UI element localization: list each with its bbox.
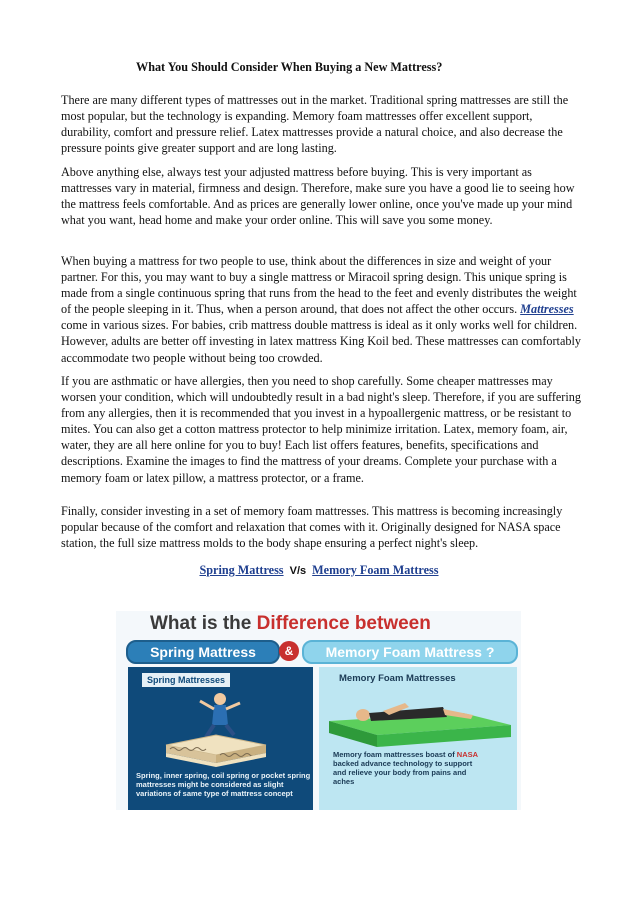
infographic-heading-part1: What is the	[150, 613, 257, 634]
paragraph-testing: Above anything else, always test your adjusted mattress before buying. This is very important as mattresses vary in material, firmness and design. Therefore, make sure you have a good lie to seeing how the mattress feels comfortable. And as prices are generally lower online, once you've made up your mind what you want, head home and make your order online. This will save you some money.	[61, 165, 575, 228]
spring-mattress-link[interactable]: Spring Mattress	[199, 563, 284, 577]
memory-foam-description-post: backed advance technology to support and relieve your body from pains and aches	[333, 759, 473, 786]
document-title: What You Should Consider When Buying a New Mattress?	[136, 60, 443, 74]
spring-mattress-panel	[128, 667, 313, 810]
spring-mattress-pill-label: Spring Mattress	[150, 644, 256, 660]
memory-foam-pill	[302, 640, 518, 664]
paragraph-two-people-after: come in various sizes. For babies, crib mattress double mattress is ideal as it only works well for children. However, adults are better off investing in latex mattress King Koil bed. These mattresses can comfortably accommodate two people without being too crowded.	[61, 318, 581, 365]
spring-mattress-pill	[126, 640, 280, 664]
nasa-highlight: NASA	[456, 750, 479, 759]
memory-foam-pill-label: Memory Foam Mattress ?	[325, 644, 495, 660]
memory-foam-description-pre: Memory foam mattresses boast of	[333, 750, 457, 759]
spring-mattress-description: Spring, inner spring, coil spring or pocket spring mattresses might be considered as slight variations of same type of mattress concept	[136, 771, 311, 798]
ampersand-badge: &	[279, 641, 299, 661]
paragraph-memory-foam: Finally, consider investing in a set of memory foam mattresses. This mattress is becoming increasingly popular because of the comfort and relaxation that comes with it. Originally designed for NASA space station, the full size mattress molds to the body shape ensuring a perfect night's sleep.	[61, 504, 563, 551]
infographic-heading-part2: Difference between	[256, 613, 431, 634]
memory-foam-mattress-link[interactable]: Memory Foam Mattress	[312, 563, 439, 577]
memory-foam-panel	[319, 667, 517, 810]
mattress-comparison-infographic	[116, 611, 521, 810]
memory-foam-description	[333, 750, 483, 786]
paragraph-two-people-before: When buying a mattress for two people to use, think about the differences in size and weight of your partner. For this, you may want to buy a single mattress or Miracoil spring design. This unique spring is made from a single continuous spring that runs from the head to the feet and evenly distributes the weight of the people sleeping in it. Thus, when a person around, that does not affect the other occurs.	[61, 254, 577, 317]
image-caption	[0, 563, 638, 578]
memory-foam-mattresses-label: Memory Foam Mattresses	[339, 673, 456, 684]
mattresses-link[interactable]: Mattresses	[520, 302, 574, 317]
versus-label: V/s	[289, 565, 307, 577]
spring-mattress-illustration	[156, 689, 276, 771]
paragraph-intro: There are many different types of mattresses out in the market. Traditional spring mattresses are still the most popular, but the technology is expanding. Memory foam mattresses offer excellent support, durability, comfort and pressure relief. Latex mattresses provide a natural choice, and also decrease the pressure points give greater support and are long lasting.	[61, 93, 569, 156]
paragraph-allergies: If you are asthmatic or have allergies, then you need to shop carefully. Some cheaper mattresses may worsen your condition, which will undoubtedly result in a bad night's sleep. Therefore, if you are suffering from any allergies, then it is recommended that you invest in a hypoallergenic mattress, or be resistant to mites. You can also get a cotton mattress protector to help minimize irritation. Latex, memory foam, air, water, they are all here online for you to buy! Each list offers features, benefits, specifications and descriptions. Examine the images to find the mattress of your dreams. Complete your purchase with a memory foam or latex pillow, a mattress protector, or a frame.	[61, 374, 581, 485]
paragraph-two-people	[61, 253, 581, 366]
spring-mattresses-label: Spring Mattresses	[142, 673, 230, 687]
infographic-heading	[150, 613, 431, 635]
memory-foam-illustration	[323, 691, 513, 753]
